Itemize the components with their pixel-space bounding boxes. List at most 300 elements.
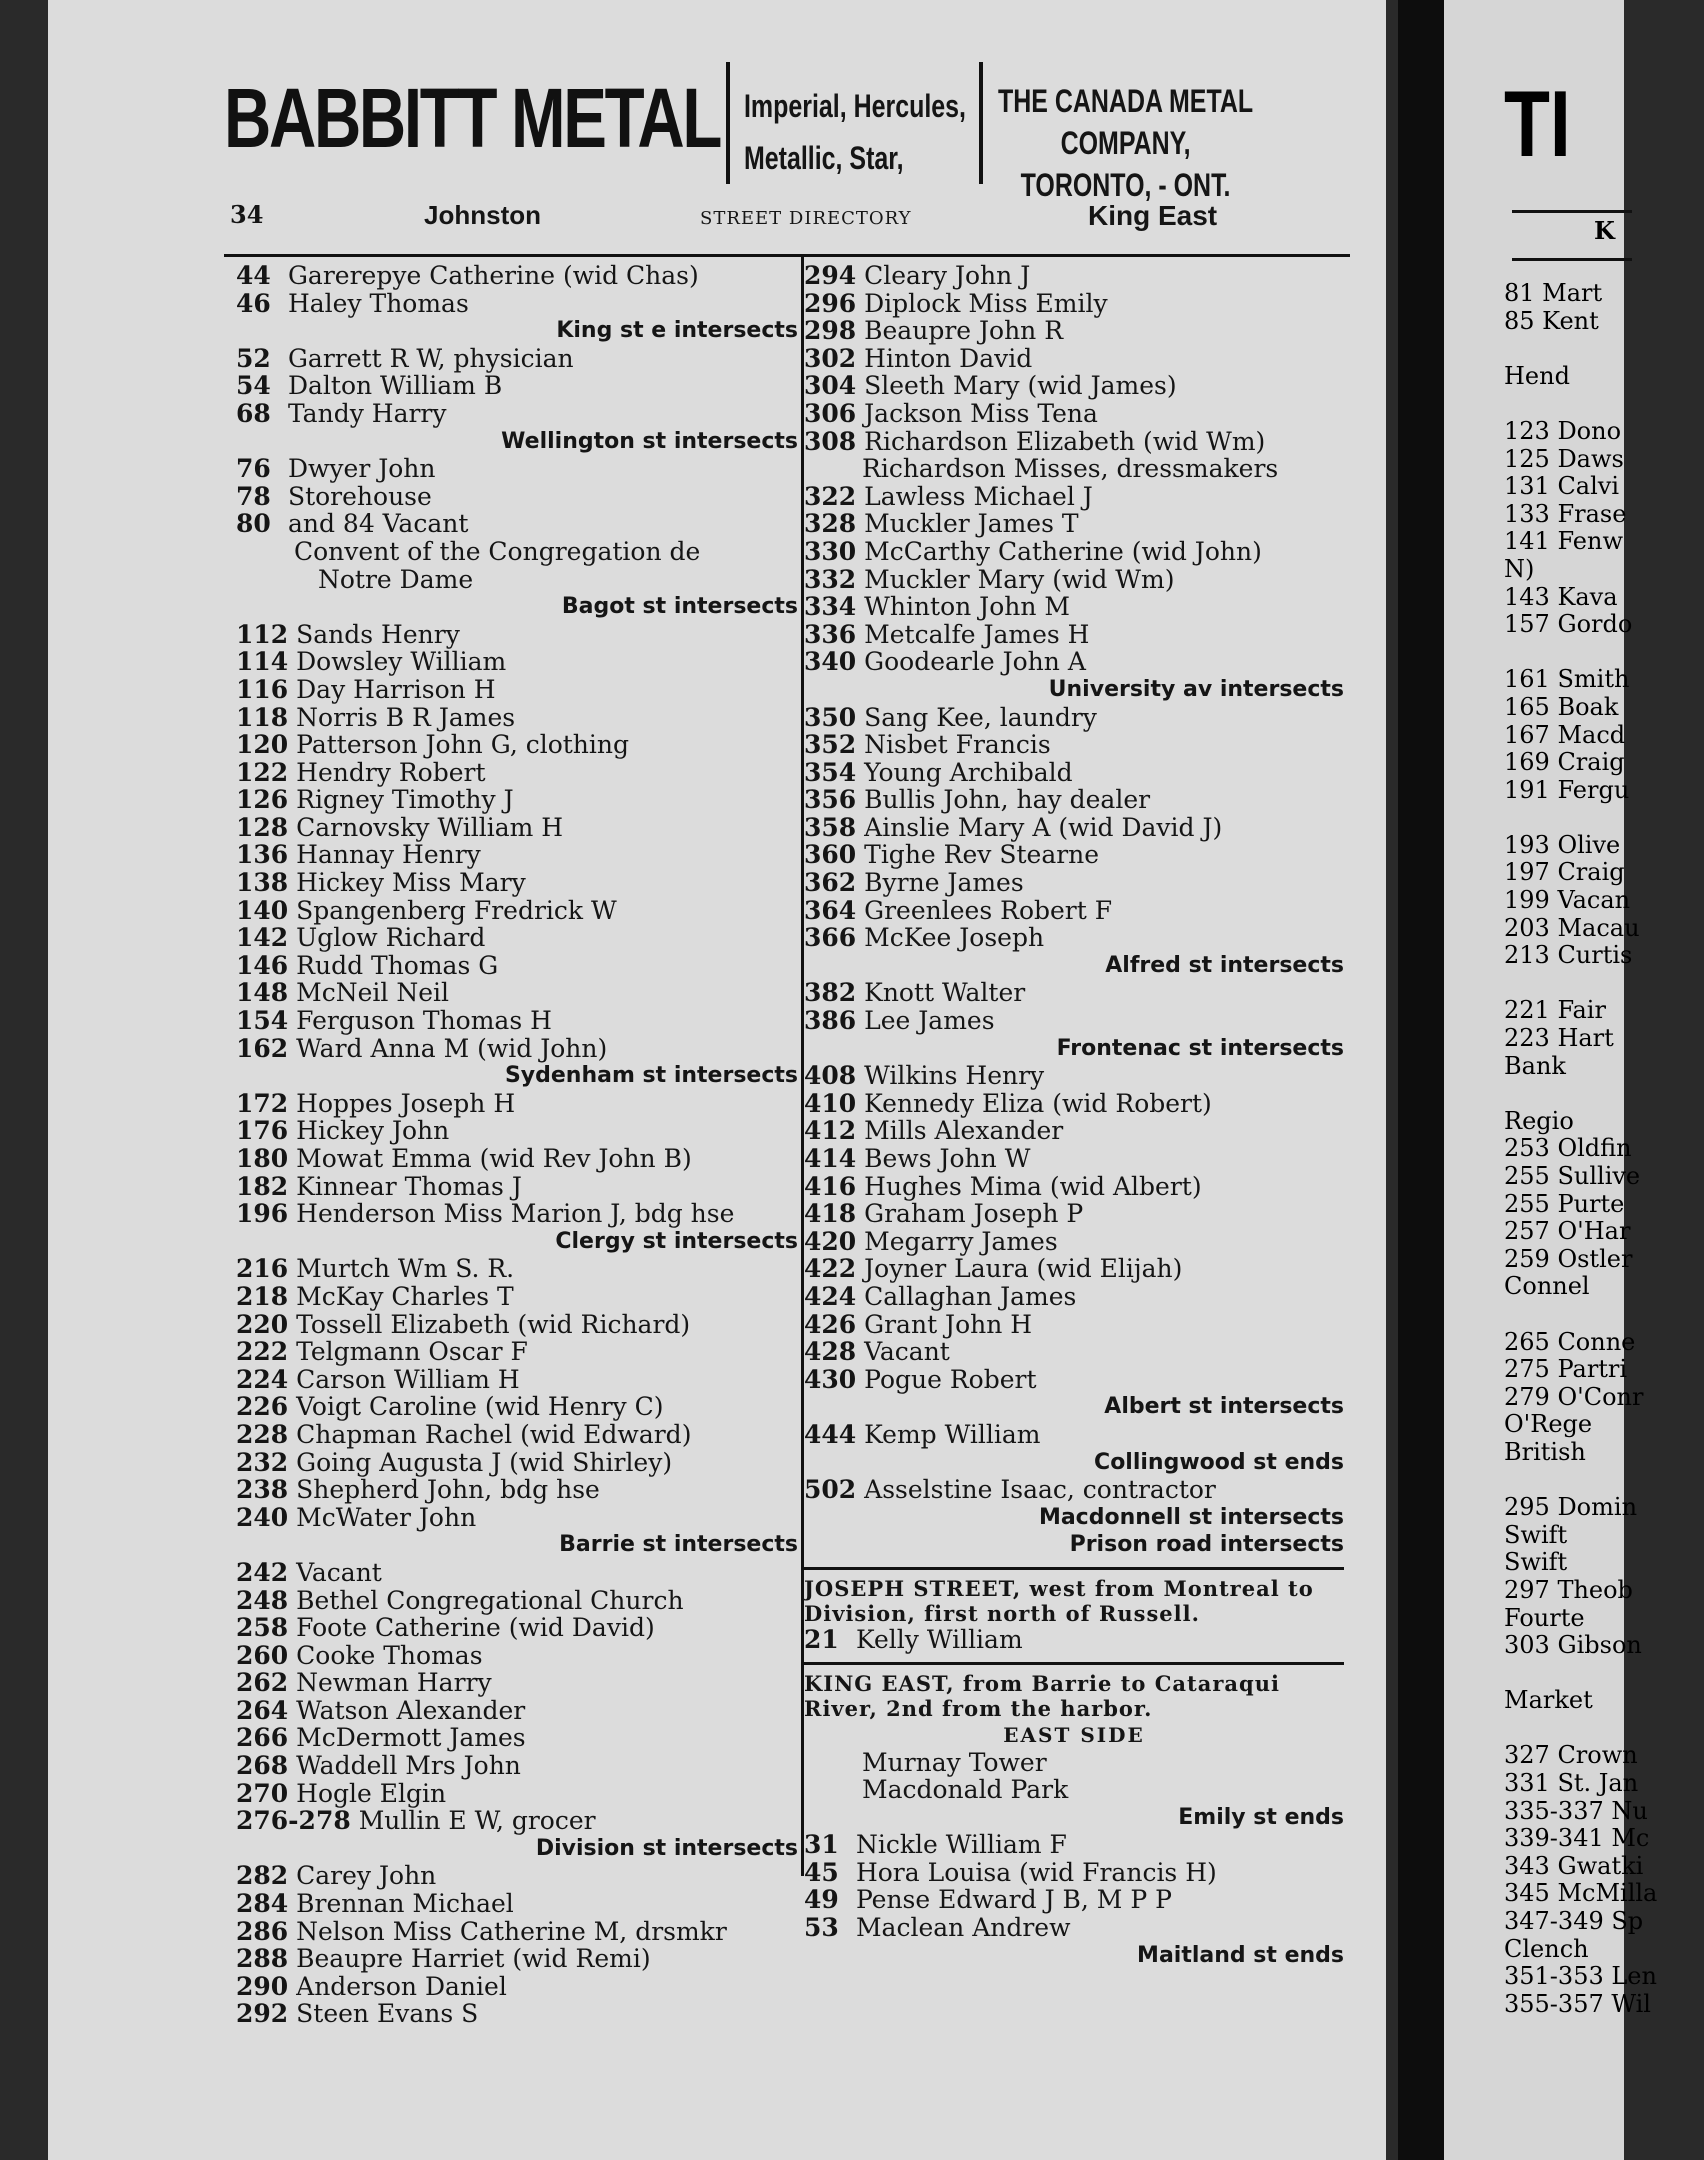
next-page-line <box>1504 1080 1704 1108</box>
resident-name: Beaupre John R <box>864 316 1064 346</box>
house-number: 430 <box>804 1364 857 1394</box>
house-number: 362 <box>804 868 857 898</box>
next-page-line: Fourte <box>1504 1603 1585 1632</box>
directory-entry <box>804 1476 1344 1504</box>
intersection-note: Barrie st intersects <box>559 1532 798 1558</box>
house-number: 242 <box>236 1557 289 1587</box>
entry-continuation: Richardson Misses, dressmakers <box>862 454 1279 484</box>
directory-entry <box>236 1945 798 1973</box>
house-number: 308 <box>804 426 857 456</box>
house-number: 260 <box>236 1640 289 1670</box>
resident-name: McNeil Neil <box>296 978 450 1008</box>
intersection-note: Clergy st intersects <box>555 1228 798 1254</box>
resident-name: Beaupre Harriet (wid Remi) <box>296 1944 651 1974</box>
resident-name: Hughes Mima (wid Albert) <box>864 1171 1202 1201</box>
house-number: 408 <box>804 1061 857 1091</box>
resident-name: Sands Henry <box>296 619 460 649</box>
resident-name: Dowsley William <box>296 647 507 677</box>
next-page-line: 355-357 Wil <box>1504 1989 1651 2018</box>
house-number: 426 <box>804 1309 857 1339</box>
house-number: 220 <box>236 1309 289 1339</box>
directory-entry <box>236 759 798 787</box>
resident-name: Cleary John J <box>864 261 1031 290</box>
resident-name: Storehouse <box>287 481 432 511</box>
house-number: 284 <box>236 1889 289 1919</box>
next-page-line: 191 Fergu <box>1504 775 1630 804</box>
next-page-line: 157 Gordo <box>1504 610 1633 639</box>
resident-name: Carson William H <box>296 1364 520 1394</box>
directory-entry <box>236 1366 798 1394</box>
house-number: 422 <box>804 1254 857 1284</box>
house-number: 332 <box>804 564 857 594</box>
directory-entry <box>236 1862 798 1890</box>
next-page-line <box>1504 970 1704 998</box>
next-page-line: 143 Kava <box>1504 582 1618 611</box>
house-number: 31 <box>804 1830 839 1860</box>
directory-entry <box>236 1504 798 1532</box>
directory-entry <box>236 262 798 290</box>
next-page-line: British <box>1504 1437 1586 1466</box>
house-number: 248 <box>236 1585 289 1615</box>
next-page-line: 213 Curtis <box>1504 941 1633 970</box>
ad-products <box>744 80 966 184</box>
resident-name: Megarry James <box>864 1226 1058 1256</box>
next-page-line: 265 Conne <box>1504 1327 1636 1356</box>
next-page-line: Swift <box>1504 1548 1568 1577</box>
resident-name: Richardson Elizabeth (wid Wm) <box>864 426 1266 456</box>
house-number: 336 <box>804 619 857 649</box>
resident-name: Uglow Richard <box>296 923 486 953</box>
next-page-line: 199 Vacan <box>1504 886 1631 915</box>
directory-entry <box>236 869 798 897</box>
resident-name: Mowat Emma (wid Rev John B) <box>296 1144 692 1173</box>
house-number: 330 <box>804 536 857 566</box>
house-number: 270 <box>236 1778 289 1808</box>
house-number: 80 <box>236 509 271 539</box>
house-number: 21 <box>804 1624 839 1654</box>
intersection-note: Frontenac st intersects <box>1056 1035 1344 1061</box>
next-page-header: K <box>1594 216 1615 245</box>
house-number: 54 <box>236 371 271 401</box>
resident-name: Hickey Miss Mary <box>296 868 526 898</box>
house-number: 322 <box>804 481 857 511</box>
ad-babbitt-metal: BABBITT METAL <box>224 71 721 165</box>
resident-name: Pogue Robert <box>864 1364 1037 1394</box>
resident-name: Ferguson Thomas H <box>296 1006 552 1036</box>
header-right-street: King East <box>1088 200 1218 231</box>
directory-entry <box>236 1973 798 2001</box>
directory-entry <box>236 1890 798 1918</box>
next-page-line <box>1504 639 1704 667</box>
resident-name: Murtch Wm S. R. <box>296 1254 515 1284</box>
resident-name: Asselstine Isaac, contractor <box>864 1475 1216 1505</box>
intersection-note: Division st intersects <box>535 1835 798 1861</box>
resident-name: Mullin E W, grocer <box>358 1806 596 1836</box>
resident-name: Nickle William F <box>855 1830 1067 1860</box>
directory-entry <box>236 1697 798 1725</box>
resident-name: Kinnear Thomas J <box>296 1171 522 1201</box>
directory-entry <box>804 1859 1344 1887</box>
directory-entry <box>236 1007 798 1035</box>
resident-name: Spangenberg Fredrick W <box>296 895 617 925</box>
directory-entry <box>236 1283 798 1311</box>
house-number: 264 <box>236 1695 289 1725</box>
house-number: 76 <box>236 454 271 484</box>
house-number: 328 <box>804 509 857 539</box>
header-left-street: Johnston <box>424 200 541 230</box>
directory-entry <box>804 317 1344 345</box>
next-page-line: 255 Sullive <box>1504 1162 1641 1190</box>
resident-name: Chapman Rachel (wid Edward) <box>296 1419 692 1449</box>
directory-entry <box>236 1173 798 1201</box>
resident-name: Callaghan James <box>864 1281 1077 1311</box>
next-page-rule <box>1512 210 1632 213</box>
resident-name: Ward Anna M (wid John) <box>296 1033 608 1063</box>
resident-name: Bews John W <box>864 1144 1031 1173</box>
directory-entry <box>804 1228 1344 1256</box>
directory-entry <box>804 731 1344 759</box>
house-number: 122 <box>236 757 289 787</box>
resident-name: Dwyer John <box>287 454 436 484</box>
resident-name: Tighe Rev Stearne <box>864 840 1100 870</box>
directory-entry <box>804 814 1344 842</box>
next-page-line <box>1504 1715 1704 1743</box>
directory-entry <box>804 538 1344 566</box>
next-page-line: 275 Partri <box>1504 1355 1628 1384</box>
directory-entry <box>236 979 798 1007</box>
directory-entry <box>804 372 1344 400</box>
next-page-line: 331 St. Jan <box>1504 1769 1639 1798</box>
resident-name: Haley Thomas <box>287 288 469 318</box>
house-number: 424 <box>804 1281 857 1311</box>
directory-entry <box>804 290 1344 318</box>
resident-name: Grant John H <box>864 1309 1033 1339</box>
house-number: 138 <box>236 868 289 898</box>
house-number: 276-278 <box>236 1806 351 1836</box>
house-number: 68 <box>236 398 271 428</box>
directory-entry <box>236 648 798 676</box>
header-rule <box>224 254 1350 257</box>
resident-name: Anderson Daniel <box>296 1971 507 2001</box>
next-page-line <box>1504 804 1704 832</box>
house-number: 386 <box>804 1006 857 1036</box>
directory-entry <box>804 1090 1344 1118</box>
directory-entry <box>236 1393 798 1421</box>
resident-name: and 84 Vacant <box>287 509 469 539</box>
directory-entry <box>804 1007 1344 1035</box>
directory-entry <box>236 455 798 483</box>
next-page-line: Regio <box>1504 1106 1574 1135</box>
resident-name: Carey John <box>296 1861 437 1891</box>
house-number: 114 <box>236 647 289 677</box>
directory-entry <box>236 814 798 842</box>
resident-name: Hendry Robert <box>296 757 486 787</box>
directory-entry <box>236 1117 798 1145</box>
next-page-line: 295 Domin <box>1504 1493 1638 1522</box>
directory-entry <box>236 483 798 511</box>
house-number: 414 <box>804 1144 857 1173</box>
resident-name: McCarthy Catherine (wid John) <box>864 536 1262 566</box>
directory-entry <box>236 1559 798 1587</box>
house-number: 116 <box>236 674 289 704</box>
advertisement-banner <box>224 62 1344 203</box>
intersection-note: Collingwood st ends <box>1094 1449 1344 1475</box>
house-number: 382 <box>804 978 857 1008</box>
directory-entry <box>804 510 1344 538</box>
directory-entry <box>804 1173 1344 1201</box>
directory-entry <box>804 262 1344 290</box>
directory-entry <box>236 372 798 400</box>
directory-entry <box>236 1338 798 1366</box>
resident-name: Carnovsky William H <box>296 812 564 842</box>
directory-entry <box>804 841 1344 869</box>
house-number: 112 <box>236 619 289 649</box>
resident-name: Nisbet Francis <box>864 730 1051 760</box>
directory-entry <box>236 676 798 704</box>
house-number: 140 <box>236 895 289 925</box>
resident-name: Pense Edward J B, M P P <box>855 1885 1172 1915</box>
resident-name: Hora Louisa (wid Francis H) <box>855 1857 1217 1887</box>
resident-name: Newman Harry <box>296 1668 492 1698</box>
house-number: 418 <box>804 1199 857 1229</box>
resident-name: Norris B R James <box>296 702 516 732</box>
directory-entry <box>804 400 1344 428</box>
next-page-line: 85 Kent <box>1504 306 1599 335</box>
directory-entry <box>236 1724 798 1752</box>
house-number: 180 <box>236 1144 289 1173</box>
house-number: 154 <box>236 1006 289 1036</box>
house-number: 302 <box>804 343 857 373</box>
resident-name: Muckler Mary (wid Wm) <box>864 564 1175 594</box>
resident-name: Lawless Michael J <box>864 481 1093 511</box>
house-number: 128 <box>236 812 289 842</box>
resident-name: Hickey John <box>296 1116 450 1146</box>
resident-name: Steen Evans S <box>296 1999 479 2029</box>
resident-name: McKee Joseph <box>864 923 1045 953</box>
directory-entry <box>804 1255 1344 1283</box>
next-page-line: Market <box>1504 1686 1593 1715</box>
next-page-line: O'Rege <box>1504 1410 1593 1439</box>
house-number: 296 <box>804 288 857 318</box>
house-number: 352 <box>804 730 857 760</box>
directory-entry <box>804 1626 1344 1654</box>
directory-page <box>48 0 1386 2160</box>
next-page-line: 125 Daws <box>1504 444 1624 473</box>
directory-entry <box>236 345 798 373</box>
resident-name: Sang Kee, laundry <box>864 702 1097 732</box>
side-heading: EAST SIDE <box>1003 1722 1145 1747</box>
directory-entry <box>236 400 798 428</box>
house-number: 196 <box>236 1199 289 1229</box>
intersection-note: Albert st intersects <box>1104 1394 1344 1420</box>
directory-entry <box>804 979 1344 1007</box>
house-number: 44 <box>236 261 271 290</box>
directory-entry <box>236 1752 798 1780</box>
resident-name: Garrett R W, physician <box>287 343 574 373</box>
directory-entry <box>236 1587 798 1615</box>
resident-name: Hoppes Joseph H <box>296 1088 516 1118</box>
next-page-line: Connel <box>1504 1272 1590 1301</box>
directory-entry <box>236 1311 798 1339</box>
next-page-line: Clench <box>1504 1934 1589 1963</box>
resident-name: Mills Alexander <box>864 1116 1064 1146</box>
next-page-line: 303 Gibson <box>1504 1631 1642 1660</box>
entry-continuation: Convent of the Congregation de <box>294 536 701 566</box>
intersection-note: Bagot st intersects <box>561 594 798 620</box>
next-page-line: 193 Olive <box>1504 830 1621 859</box>
resident-name: Brennan Michael <box>296 1889 514 1919</box>
house-number: 162 <box>236 1033 289 1063</box>
next-page-line: 351-353 Len <box>1504 1962 1657 1991</box>
directory-entry <box>804 648 1344 676</box>
directory-entry <box>236 510 798 538</box>
next-page-ad-title: TI <box>1504 71 1571 176</box>
resident-name: Sleeth Mary (wid James) <box>864 371 1177 401</box>
resident-name: Dalton William B <box>287 371 503 401</box>
resident-name: Cooke Thomas <box>296 1640 483 1670</box>
next-page-line: 165 Boak <box>1504 692 1619 721</box>
directory-entry <box>804 1421 1344 1449</box>
next-page-line: 133 Frase <box>1504 499 1627 528</box>
right-column <box>804 262 1344 1969</box>
directory-entry <box>804 428 1344 456</box>
directory-entry <box>804 924 1344 952</box>
resident-name: Hinton David <box>864 343 1033 373</box>
resident-name: Kennedy Eliza (wid Robert) <box>864 1088 1212 1118</box>
house-number: 52 <box>236 343 271 373</box>
directory-entry <box>804 704 1344 732</box>
house-number: 290 <box>236 1971 289 2001</box>
section-rule <box>804 1567 1344 1570</box>
directory-entry <box>236 924 798 952</box>
directory-entry <box>236 1918 798 1946</box>
house-number: 238 <box>236 1475 289 1505</box>
directory-entry <box>804 1338 1344 1366</box>
directory-entry <box>236 2000 798 2028</box>
next-page-line: 221 Fair <box>1504 996 1606 1025</box>
directory-entry <box>804 1311 1344 1339</box>
resident-name: Bethel Congregational Church <box>296 1585 684 1615</box>
resident-name: Going Augusta J (wid Shirley) <box>296 1447 673 1477</box>
resident-name: McWater John <box>296 1502 477 1532</box>
house-number: 354 <box>804 757 857 787</box>
directory-entry <box>236 1614 798 1642</box>
next-page-line <box>1504 1660 1704 1688</box>
directory-entry <box>804 1200 1344 1228</box>
directory-entry <box>804 1366 1344 1394</box>
directory-entry <box>804 483 1344 511</box>
directory-entry <box>236 1035 798 1063</box>
intersection-note: Maitland st ends <box>1137 1942 1344 1968</box>
next-page-line: 259 Ostler <box>1504 1244 1633 1273</box>
intersection-note: Prison road intersects <box>1069 1532 1344 1558</box>
directory-entry <box>236 1200 798 1228</box>
resident-name: McKay Charles T <box>296 1281 514 1311</box>
house-number: 428 <box>804 1337 857 1367</box>
intersection-note: Macdonnell st intersects <box>1038 1504 1344 1530</box>
directory-entry <box>236 1145 798 1173</box>
directory-entry <box>804 897 1344 925</box>
entry-continuation: Notre Dame <box>318 564 474 594</box>
resident-name: Bullis John, hay dealer <box>864 785 1151 815</box>
ad-company <box>998 80 1253 206</box>
next-page-line: 279 O'Conr <box>1504 1382 1644 1411</box>
next-page-line: 335-337 Nu <box>1504 1796 1648 1825</box>
directory-entry <box>236 786 798 814</box>
house-number: 356 <box>804 785 857 815</box>
house-number: 118 <box>236 702 289 732</box>
directory-entry <box>236 1449 798 1477</box>
house-number: 358 <box>804 812 857 842</box>
directory-entry <box>804 1117 1344 1145</box>
resident-name: Patterson John G, clothing <box>296 730 630 760</box>
house-number: 228 <box>236 1419 289 1449</box>
house-number: 218 <box>236 1281 289 1311</box>
directory-entry <box>236 704 798 732</box>
house-number: 292 <box>236 1999 289 2029</box>
resident-name: Hogle Elgin <box>296 1778 447 1808</box>
running-header <box>224 198 1344 248</box>
house-number: 364 <box>804 895 857 925</box>
house-number: 412 <box>804 1116 857 1146</box>
directory-entry <box>236 1476 798 1504</box>
directory-entry <box>236 290 798 318</box>
directory-entry <box>804 1062 1344 1090</box>
landmark-entry: Macdonald Park <box>862 1775 1069 1805</box>
resident-name: Graham Joseph P <box>864 1199 1084 1229</box>
intersection-note: King st e intersects <box>556 318 798 344</box>
ad-divider <box>979 62 983 184</box>
resident-name: Whinton John M <box>864 592 1070 622</box>
resident-name: Garerepye Catherine (wid Chas) <box>287 261 699 290</box>
section-heading-joseph-street: JOSEPH STREET, west from Montreal to Division, first north of Russell. <box>804 1575 1314 1626</box>
section-heading-king-east: KING EAST, from Barrie to Cataraqui River, 2nd from the harbor. <box>804 1670 1280 1721</box>
house-number: 268 <box>236 1751 289 1781</box>
resident-name: Watson Alexander <box>296 1695 526 1725</box>
house-number: 148 <box>236 978 289 1008</box>
next-page-line: 257 O'Har <box>1504 1217 1631 1246</box>
resident-name: Voigt Caroline (wid Henry C) <box>296 1392 664 1422</box>
ad-company-line3: TORONTO, - ONT. <box>1020 167 1231 203</box>
resident-name: Vacant <box>296 1557 382 1587</box>
resident-name: Greenlees Robert F <box>864 895 1113 925</box>
next-page-line: 197 Craig <box>1504 858 1625 887</box>
directory-entry <box>804 759 1344 787</box>
house-number: 306 <box>804 398 857 428</box>
house-number: 126 <box>236 785 289 815</box>
page-number: 34 <box>230 200 264 229</box>
resident-name: Vacant <box>864 1337 950 1367</box>
house-number: 216 <box>236 1254 289 1284</box>
next-page-line: 161 Smith <box>1504 665 1630 694</box>
house-number: 258 <box>236 1613 289 1643</box>
resident-name: Metcalfe James H <box>864 619 1090 649</box>
resident-name: Hannay Henry <box>296 840 481 870</box>
next-page-line: 223 Hart <box>1504 1024 1614 1053</box>
resident-name: Wilkins Henry <box>864 1061 1045 1091</box>
next-page-line: 327 Crown <box>1504 1741 1638 1770</box>
house-number: 288 <box>236 1944 289 1974</box>
house-number: 340 <box>804 647 857 677</box>
intersection-note: Sydenham st intersects <box>504 1063 798 1089</box>
house-number: 142 <box>236 923 289 953</box>
house-number: 410 <box>804 1088 857 1118</box>
house-number: 298 <box>804 316 857 346</box>
directory-entry <box>804 1831 1344 1859</box>
house-number: 49 <box>804 1885 839 1915</box>
intersection-note: University av intersects <box>1048 676 1344 702</box>
next-page-line: 345 McMilla <box>1504 1879 1658 1908</box>
